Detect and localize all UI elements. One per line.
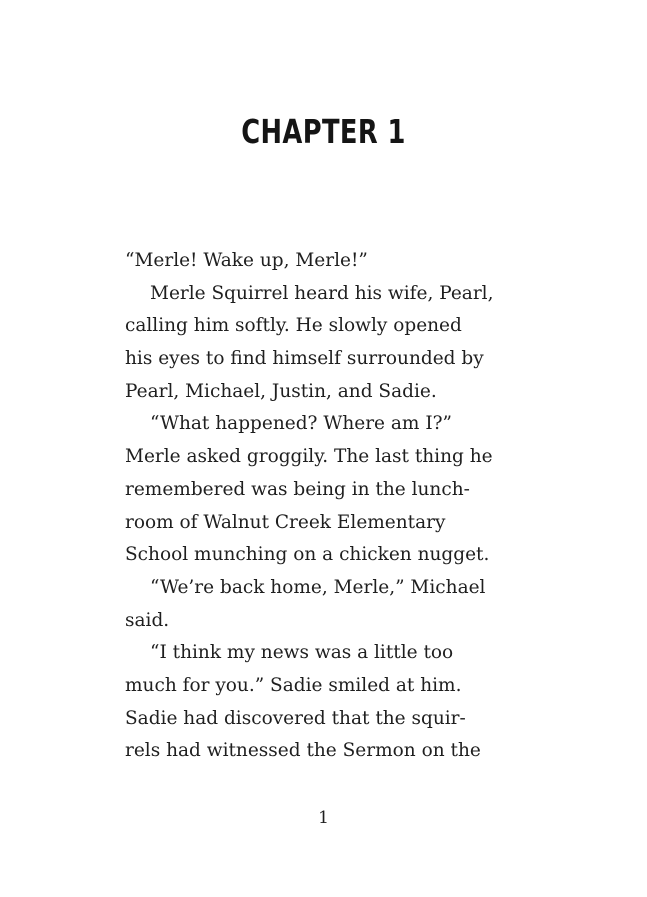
- text-line: Pearl, Michael, Justin, and Sadie.: [125, 380, 437, 402]
- chapter-title: CHAPTER 1: [241, 112, 406, 151]
- text-line: “Merle! Wake up, Merle!”: [125, 250, 368, 271]
- text-line: room of Walnut Creek Elementary: [125, 511, 446, 533]
- text-line: “We’re back home, Merle,” Michael: [150, 576, 486, 598]
- body-text: [125, 245, 525, 768]
- text-line: Sadie had discovered that the squir-: [125, 707, 466, 729]
- text-line: his eyes to find himself surrounded by: [125, 348, 484, 370]
- text-line: much for you.” Sadie smiled at him.: [125, 674, 462, 696]
- text-line: Merle Squirrel heard his wife, Pearl,: [150, 282, 494, 304]
- text-line: remembered was being in the lunch-: [125, 478, 470, 500]
- text-line: said.: [125, 609, 170, 631]
- text-line: School munching on a chicken nugget.: [125, 544, 490, 566]
- text-line: “What happened? Where am I?”: [150, 413, 453, 435]
- text-line: calling him softly. He slowly opened: [125, 315, 462, 337]
- text-line: “I think my news was a little too: [150, 642, 454, 664]
- text-line: Merle asked groggily. The last thing he: [125, 446, 493, 468]
- text-line: rels had witnessed the Sermon on the: [125, 740, 481, 762]
- page-number: 1: [318, 808, 329, 828]
